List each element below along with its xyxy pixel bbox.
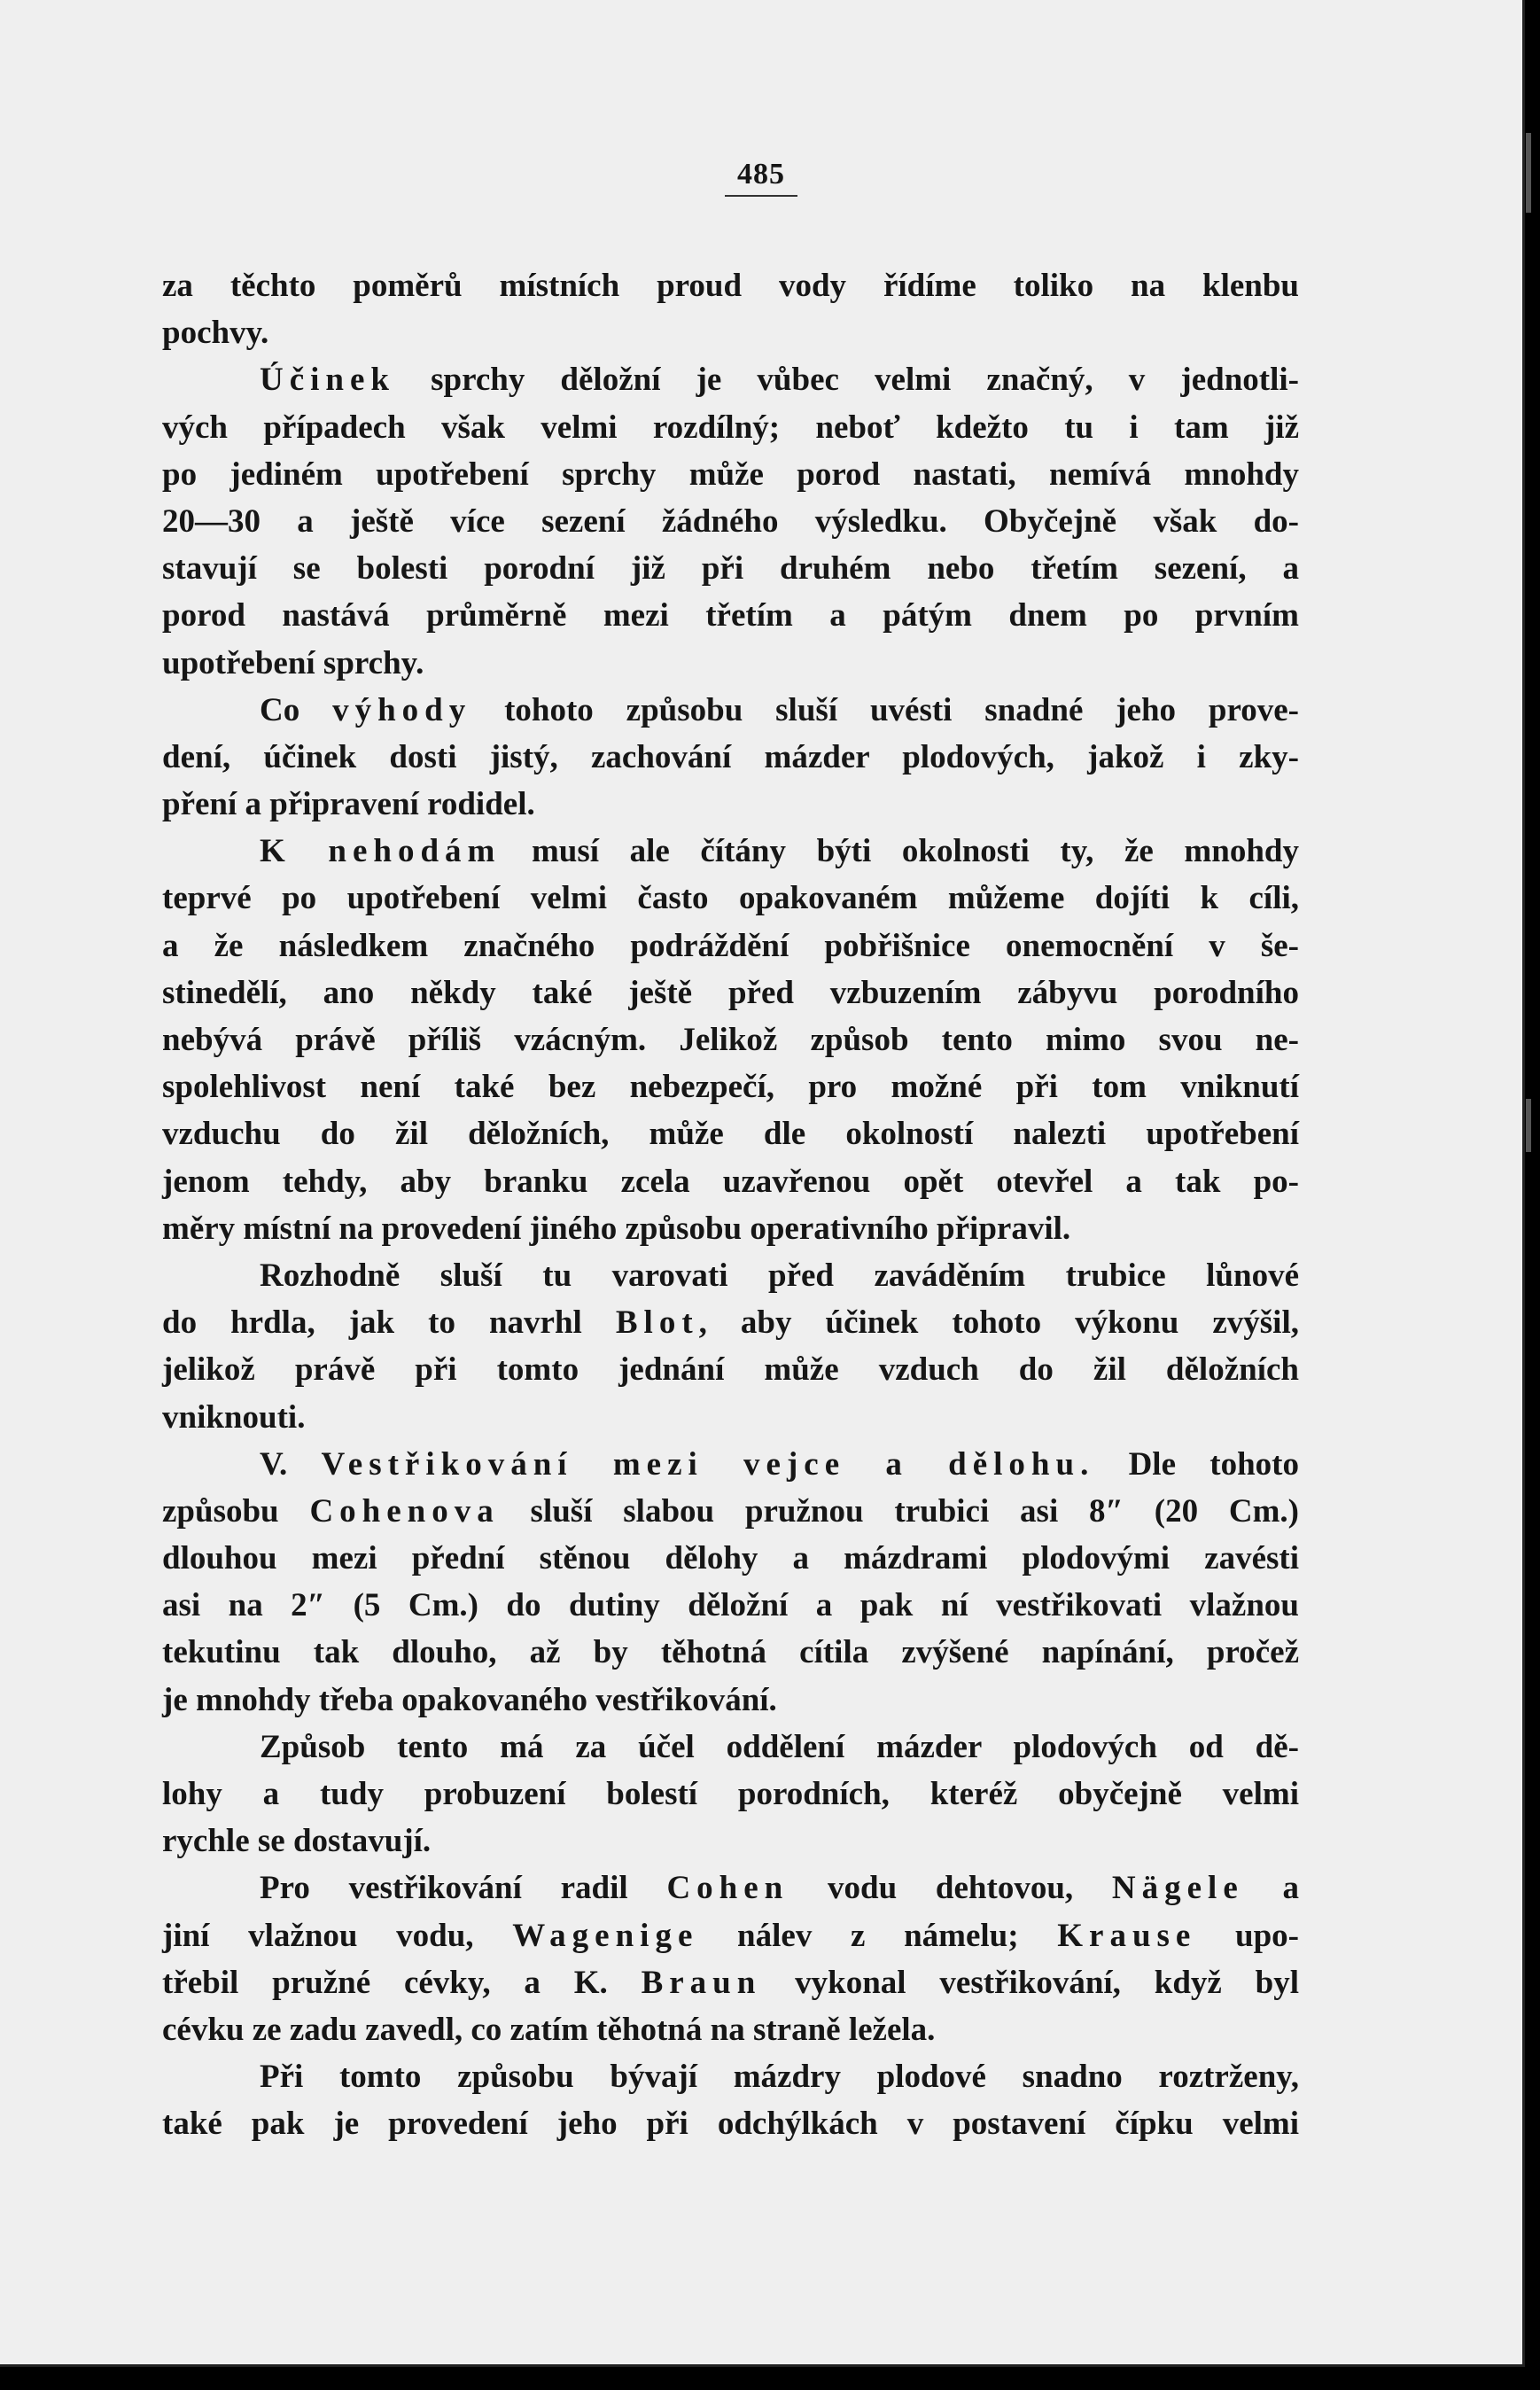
text-segment: dlouhou mezi přední stěnou dělohy a mázdrami plodovými zavésti <box>162 1540 1299 1577</box>
text-segment: , aby účinek tohoto výkonu zvýšil, <box>698 1304 1299 1342</box>
text-segment: Rozhodně sluší tu varovati před zaváděním trubice lůnové <box>260 1257 1299 1294</box>
text-line <box>162 2100 1299 2147</box>
text-segment: sprchy děložní je vůbec velmi značný, v jednotli- <box>395 362 1299 399</box>
text-line <box>162 262 1299 309</box>
text-line <box>162 309 1299 356</box>
text-segment: Při tomto způsobu bývají mázdry plodové snadno roztrženy, <box>260 2059 1299 2096</box>
spaced-emphasis: Blot <box>615 1304 699 1342</box>
text-line <box>162 875 1299 922</box>
spaced-emphasis: Krause <box>1057 1917 1197 1954</box>
text-segment: upo- <box>1196 1917 1299 1954</box>
text-line <box>162 640 1299 687</box>
text-segment: třebil pružné cévky, a K. <box>162 1964 642 2001</box>
text-segment: nebývá právě příliš vzácným. Jelikož způsob tento mimo svou ne- <box>162 1022 1299 1058</box>
body-text <box>162 262 1299 2148</box>
spaced-emphasis: Cohen <box>666 1870 789 1907</box>
text-segment: nálev z námelu; <box>698 1917 1058 1954</box>
text-line <box>162 1582 1299 1629</box>
text-segment: vých případech však velmi rozdílný; neboť kdežto tu i tam již <box>162 409 1299 446</box>
spaced-emphasis: Nägele <box>1111 1870 1244 1907</box>
text-line <box>162 1959 1299 2006</box>
text-segment: vniknouti. <box>162 1398 306 1436</box>
text-line <box>162 498 1299 545</box>
text-line <box>162 1629 1299 1676</box>
text-line <box>162 1110 1299 1157</box>
text-line <box>162 545 1299 592</box>
text-segment: Pro vestřikování radil <box>260 1870 667 1907</box>
text-line <box>162 1016 1299 1063</box>
text-line <box>162 1771 1299 1818</box>
text-line <box>162 734 1299 781</box>
text-segment: a <box>1243 1870 1300 1907</box>
text-line <box>162 404 1299 451</box>
text-segment: spolehlivost není také bez nebezpečí, pro možné při tom vniknutí <box>162 1069 1299 1106</box>
text-segment: rychle se dostavují. <box>162 1823 432 1860</box>
text-segment: po jediném upotřebení sprchy může porod nastati, nemívá mnohdy <box>162 455 1299 493</box>
text-segment: způsobu <box>162 1492 310 1530</box>
text-segment: upotřebení sprchy. <box>162 644 424 681</box>
spaced-emphasis: Vestřikování mezi vejce a dělohu. <box>321 1445 1095 1483</box>
text-segment: jelikož právě při tomto jednání může vzduch do žil děložních <box>162 1351 1299 1389</box>
text-line <box>162 1252 1299 1299</box>
text-segment: tohoto způsobu sluší uvésti snadné jeho prove- <box>471 691 1299 728</box>
text-segment: pření a připravení rodidel. <box>162 786 535 823</box>
text-segment: musí ale čítány býti okolnosti ty, že mnohdy <box>501 833 1299 870</box>
text-line <box>162 1535 1299 1582</box>
text-segment: za těchto poměrů místních proud vody řídíme toliko na klenbu <box>162 268 1299 304</box>
text-segment: Způsob tento má za účel oddělení mázder plodových od dě- <box>260 1728 1299 1765</box>
text-segment: porod nastává průměrně mezi třetím a pátým dnem po prvním <box>162 597 1299 634</box>
text-segment: Dle tohoto <box>1094 1445 1299 1483</box>
text-line <box>162 1488 1299 1535</box>
text-line <box>162 2053 1299 2100</box>
text-segment: také pak je provedení jeho při odchýlkách v postavení čípku velmi <box>162 2106 1299 2143</box>
text-line <box>162 1299 1299 1346</box>
text-segment: je mnohdy třeba opakovaného vestřikování. <box>162 1681 777 1718</box>
text-line <box>162 781 1299 828</box>
page-edge-mark <box>1526 133 1531 213</box>
text-line <box>162 687 1299 734</box>
text-line <box>162 2006 1299 2053</box>
spaced-emphasis: výhody <box>332 691 472 728</box>
text-line <box>162 451 1299 498</box>
text-line <box>162 1724 1299 1771</box>
text-segment: Co <box>260 691 333 728</box>
text-line <box>162 1205 1299 1252</box>
text-segment: asi na 2″ (5 Cm.) do dutiny děložní a pak ní vestřikovati vlažnou <box>162 1587 1299 1624</box>
text-line <box>162 356 1299 403</box>
text-line <box>162 1912 1299 1959</box>
text-line <box>162 1346 1299 1393</box>
text-segment: vykonal vestřikování, když byl <box>761 1964 1299 2001</box>
spaced-emphasis: Wagenige <box>512 1917 699 1954</box>
text-segment: do hrdla, jak to navrhl <box>162 1304 616 1342</box>
text-line <box>162 1818 1299 1865</box>
text-line <box>162 1063 1299 1110</box>
text-segment: měry místní na provedení jiného způsobu operativního připravil. <box>162 1210 1071 1247</box>
spaced-emphasis: Cohenova <box>309 1492 500 1530</box>
text-segment: jenom tehdy, aby branku zcela uzavřenou opět otevřel a tak po- <box>162 1163 1299 1200</box>
page-number: 485 <box>0 158 1522 197</box>
text-segment: vzduchu do žil děložních, může dle okolností nalezti upotřebení <box>162 1116 1299 1153</box>
text-segment: dení, účinek dosti jistý, zachování mázder plodových, jakož i zky- <box>162 738 1299 775</box>
spaced-emphasis: K nehodám <box>260 833 502 870</box>
text-segment: tekutinu tak dlouho, až by těhotná cítila zvýšené napínání, pročež <box>162 1634 1299 1671</box>
spaced-emphasis: Účinek <box>260 362 395 399</box>
text-line <box>162 828 1299 875</box>
text-line <box>162 1158 1299 1205</box>
text-line <box>162 1677 1299 1724</box>
text-line <box>162 592 1299 639</box>
text-segment: lohy a tudy probuzení bolestí porodních, kteréž obyčejně velmi <box>162 1776 1299 1812</box>
text-segment: stavují se bolesti porodní již při druhém nebo třetím sezení, a <box>162 550 1299 588</box>
text-segment: vodu dehtovou, <box>789 1870 1112 1907</box>
page-edge-mark <box>1526 1099 1531 1152</box>
text-segment: 20—30 a ještě více sezení žádného výsledku. Obyčejně však do- <box>162 502 1299 540</box>
text-line <box>162 1865 1299 1911</box>
text-line <box>162 1394 1299 1441</box>
text-segment: a že následkem značného podráždění pobřišnice onemocnění v še- <box>162 927 1299 964</box>
text-segment: cévku ze zadu zavedl, co zatím těhotná na straně ležela. <box>162 2011 936 2048</box>
text-segment: pochvy. <box>162 315 269 352</box>
text-line <box>162 1441 1299 1488</box>
text-segment: sluší slabou pružnou trubici asi 8″ (20 Cm.) <box>499 1492 1299 1530</box>
text-segment: stinedělí, ano někdy také ještě před vzbuzením zábyvu porodního <box>162 974 1299 1011</box>
text-segment: V. <box>260 1445 322 1483</box>
text-segment: teprvé po upotřebení velmi často opakovaném můžeme dojíti k cíli, <box>162 880 1299 917</box>
text-segment: jiní vlažnou vodu, <box>162 1917 513 1954</box>
text-line <box>162 923 1299 969</box>
spaced-emphasis: Braun <box>641 1964 762 2001</box>
text-line <box>162 969 1299 1016</box>
